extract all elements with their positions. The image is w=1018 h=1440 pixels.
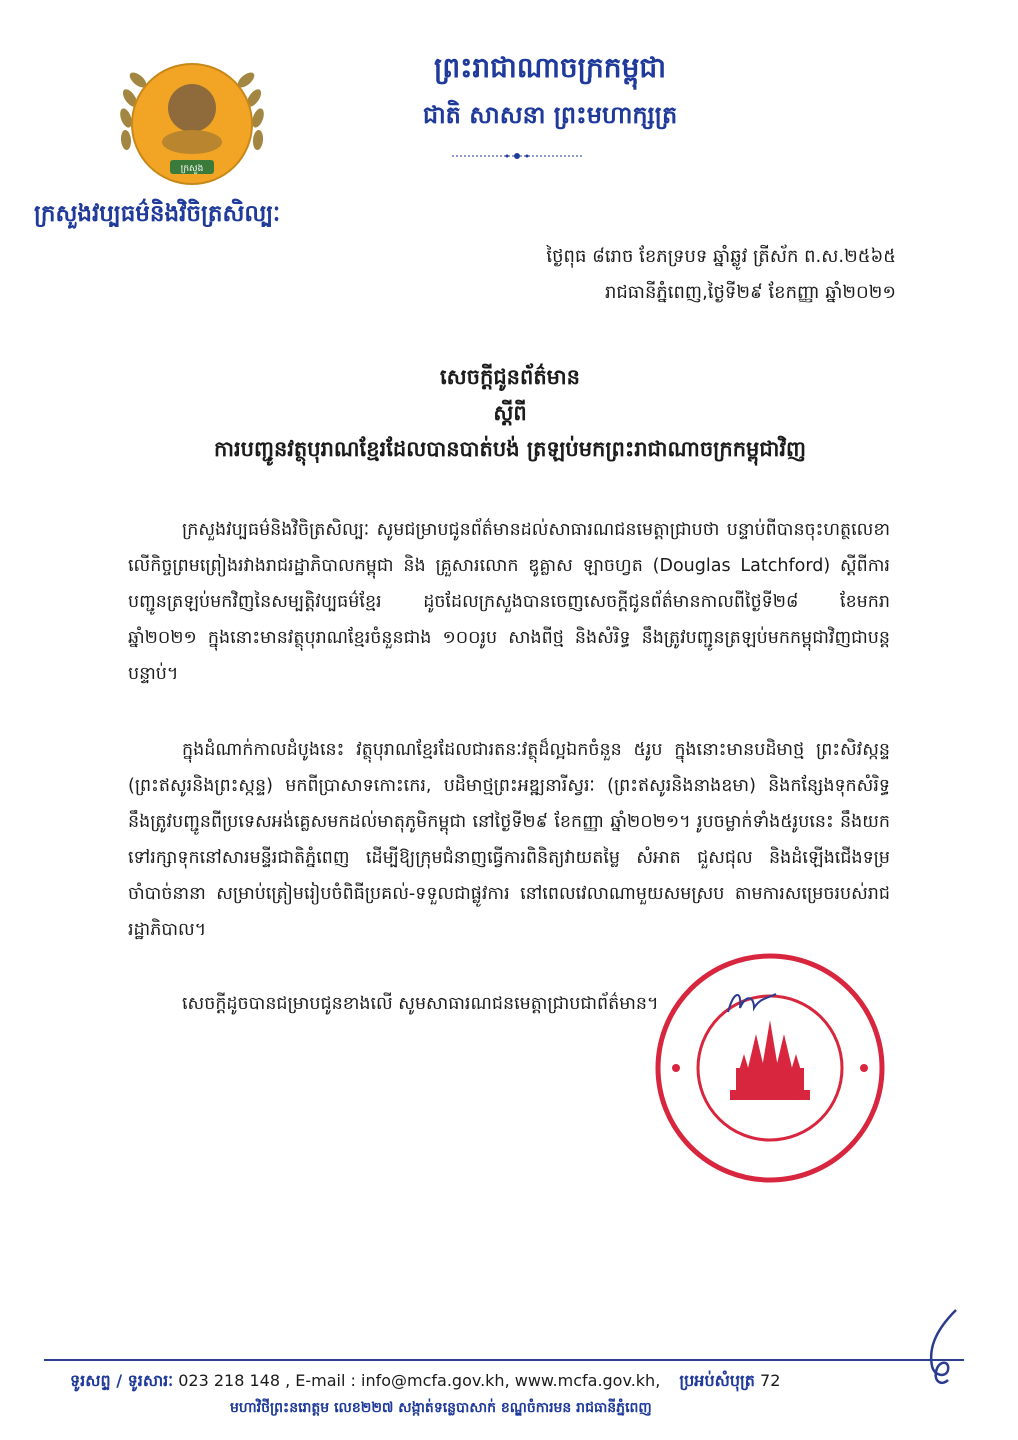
ministry-logo: [112, 48, 272, 194]
paragraph-3-text: សេចក្តីដូចបានជម្រាបជូនខាងលើ សូមសាធារណជនមេត្តាជ្រាបជាព័ត៌មាន។: [182, 994, 659, 1014]
document-subject: ការបញ្ជូនវត្ថុបុរាណខ្មែរដែលបានបាត់បង់ ត្រឡប់មកព្រះរាជាណាចក្រកម្ពុជាវិញ: [213, 437, 807, 461]
contact-value: 023 218 148 , E-mail : info@mcfa.gov.kh, www.mcfa.gov.kh,: [178, 1371, 661, 1390]
signature-scribble: [724, 984, 780, 1018]
paragraph-2-text: ក្នុងដំណាក់កាលដំបូងនេះ វត្ថុបុរាណខ្មែរដែលជារតនៈវត្ថុដ៏ល្អឯកចំនួន ៥រូប ក្នុងនោះមានបដិមាថ្ម ព្រះសិវស្កន្ទ (ព្រះឥសូរនិងព្រះស្កន្ទ) មកពីប្រាសាទកោះកេរ, បដិមាថ្មព្រះអឌ្ឍនារីស្វរៈ (ព្រះឥសូរនិងនាងឧមា) និងកន្សែងទុកសំរិទ្ធ នឹងត្រូវបញ្ជូនពីប្រទេសអង់គ្លេសមកដល់មាតុភូមិកម្ពុជា នៅថ្ងៃទី២៩ ខែកញ្ញា ឆ្នាំ២០២១។ រូបចម្លាក់ទាំង៥រូបនេះ នឹងយកទៅរក្សាទុកនៅសារមន្ទីរជាតិភ្នំពេញ ដើម្បីឱ្យក្រុមជំនាញធ្វើការពិនិត្យវាយតម្លៃ សំអាត ជួសជុល និងដំឡើងជើងទម្រចាំបាច់នានា សម្រាប់ត្រៀមរៀបចំពិធីប្រគល់-ទទួលជាផ្លូវការ នៅពេលវេលាណាមួយសមស្រប តាមការសម្រេចរបស់រាជរដ្ឋាភិបាល។: [128, 740, 890, 940]
footer-contact: [70, 1370, 950, 1394]
document-title: សេចក្តីជូនព័ត៌មាន: [440, 365, 580, 389]
lunar-date: ថ្ងៃពុធ ៨រោច ខែភទ្របទ ឆ្នាំឆ្លូវ ត្រីស័ក ព.ស.២៥៦៥: [546, 246, 896, 267]
logo-center-text: ក្រសួង: [180, 164, 204, 174]
solar-date: រាជធានីភ្នំពេញ,ថ្ងៃទី២៩ ខែកញ្ញា ឆ្នាំ២០២១: [604, 282, 896, 303]
pobox-value: 72: [760, 1371, 781, 1390]
kingdom-title: ព្រះរាជាណាចក្រកម្ពុជា: [433, 51, 666, 84]
paragraph-2: [128, 732, 890, 948]
contact-label: ទូរសព្ទ / ទូរសារៈ: [70, 1371, 174, 1390]
paragraph-1: [128, 512, 890, 692]
ornament-divider: [452, 146, 582, 156]
footer-address: មហាវិថីព្រះនរោត្តម លេខ២២៧ សង្កាត់ទន្លេបាសាក់ ខណ្ឌចំការមន រាជធានីភ្នំពេញ: [230, 1400, 652, 1416]
document-subject-label: ស្តីពី: [493, 401, 527, 425]
pobox-label: ប្រអប់សំបុត្រ: [679, 1371, 755, 1390]
ministry-name: ក្រសួងវប្បធម៌និងវិចិត្រសិល្បៈ: [34, 201, 281, 227]
paragraph-1-text: ក្រសួងវប្បធម៌និងវិចិត្រសិល្បៈ សូមជម្រាបជូនព័ត៌មានដល់សាធារណជនមេត្តាជ្រាបថា បន្ទាប់ពីបានចុះហត្ថលេខាលើកិច្ចព្រមព្រៀងរវាងរាជរដ្ឋាភិបាលកម្ពុជា និង គ្រួសារលោក ឌូគ្លាស ឡាចហ្វត (Douglas Latchford) ស្តីពីការបញ្ជូនត្រឡប់មកវិញនៃសម្បត្តិវប្បធម៌ខ្មែរ ដូចដែលក្រសួងបានចេញសេចក្តីជូនព័ត៌មានកាលពីថ្ងៃទី២៨ ខែមករា ឆ្នាំ២០២១ ក្នុងនោះមានវត្ថុបុរាណខ្មែរចំនួនជាង ១០០រូប សាងពីថ្ម និងសំរិទ្ធ នឹងត្រូវបញ្ជូនត្រឡប់មកកម្ពុជាវិញជាបន្តបន្ទាប់។: [128, 520, 890, 684]
footer-divider: [44, 1359, 964, 1361]
national-motto: ជាតិ សាសនា ព្រះមហាក្សត្រ: [422, 101, 678, 129]
